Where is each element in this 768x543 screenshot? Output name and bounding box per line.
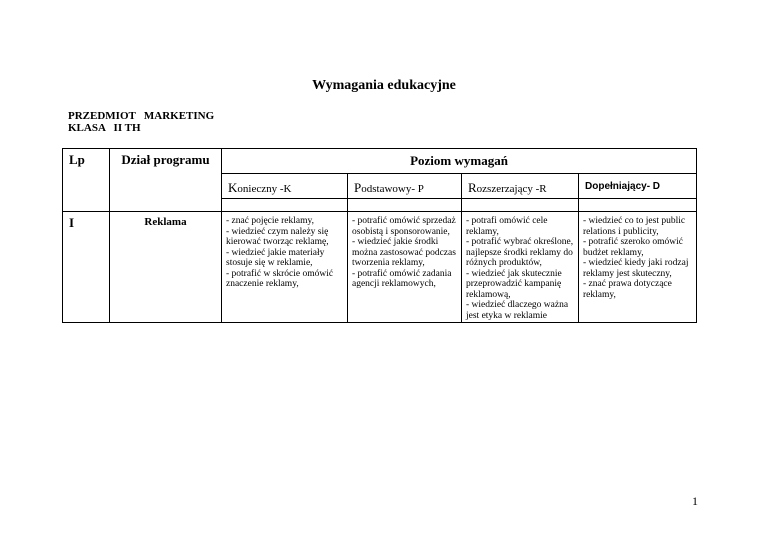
requirement-item: - potrafić omówić sprzedaż osobistą i sponsorowanie, bbox=[352, 216, 456, 237]
header-lp: Lp bbox=[63, 149, 110, 212]
requirement-item: - potrafić szeroko omówić budżet reklamy, bbox=[583, 237, 683, 258]
requirements-table bbox=[62, 148, 697, 323]
requirement-item: - potrafi omówić cele reklamy, bbox=[466, 216, 548, 237]
requirement-item: - wiedzieć jakie środki można zastosować podczas tworzenia reklamy, bbox=[352, 237, 456, 268]
row-lp: I bbox=[63, 212, 110, 323]
requirement-item: - wiedzieć co to jest public relations i publicity, bbox=[583, 216, 686, 237]
requirement-item: - znać prawa dotyczące reklamy, bbox=[583, 279, 672, 300]
level-k-header bbox=[222, 174, 348, 199]
level-k-initial: K bbox=[228, 180, 238, 195]
level-r-header bbox=[462, 174, 579, 199]
requirement-item: - znać pojęcie reklamy, bbox=[226, 216, 315, 226]
level-p-header bbox=[348, 174, 462, 199]
requirements-r bbox=[462, 212, 579, 323]
requirement-item: - potrafić omówić zadania agencji reklamowych, bbox=[352, 268, 452, 289]
level-p-label: odstawowy- P bbox=[361, 183, 424, 195]
level-k-label: onieczny -K bbox=[237, 183, 292, 195]
requirement-item: - wiedzieć dlaczego ważna jest etyka w reklamie bbox=[466, 300, 569, 321]
requirement-item: - wiedzieć jak skutecznie przeprowadzić kampanię reklamową, bbox=[466, 268, 562, 300]
subject-line: PRZEDMIOT MARKETING bbox=[68, 110, 215, 122]
header-dzial-programu: Dział programu bbox=[110, 149, 222, 212]
spacer-cell bbox=[222, 199, 348, 212]
requirements-k bbox=[222, 212, 348, 323]
header-poziom-wymagan: Poziom wymagań bbox=[222, 149, 697, 174]
spacer-cell bbox=[579, 199, 697, 212]
level-r-initial: R bbox=[468, 180, 477, 195]
subject-info bbox=[68, 110, 214, 134]
requirement-item: - wiedzieć kiedy jaki rodzaj reklamy jest skuteczny, bbox=[583, 258, 689, 279]
document-title: Wymagania edukacyjne bbox=[312, 78, 456, 93]
page-number: 1 bbox=[692, 494, 698, 508]
requirement-item: - wiedzieć czym należy się kierować tworząc reklamę, bbox=[226, 226, 329, 247]
level-d-header: Dopełniający- D bbox=[579, 174, 697, 199]
requirement-item: - potrafić wybrać określone, najlepsze środki reklamy do różnych produktów, bbox=[466, 237, 574, 268]
requirement-item: - potrafić w skrócie omówić znaczenie reklamy, bbox=[226, 268, 334, 289]
level-r-label: ozszerzający -R bbox=[476, 183, 547, 195]
requirement-item: - wiedzieć jakie materiały stosuje się w reklamie, bbox=[226, 247, 325, 268]
spacer-cell bbox=[462, 199, 579, 212]
requirements-p bbox=[348, 212, 462, 323]
row-dzial: Reklama bbox=[110, 212, 222, 323]
level-p-initial: P bbox=[354, 180, 362, 195]
requirements-d bbox=[579, 212, 697, 323]
spacer-cell bbox=[348, 199, 462, 212]
class-line: KLASA II TH bbox=[68, 122, 141, 134]
